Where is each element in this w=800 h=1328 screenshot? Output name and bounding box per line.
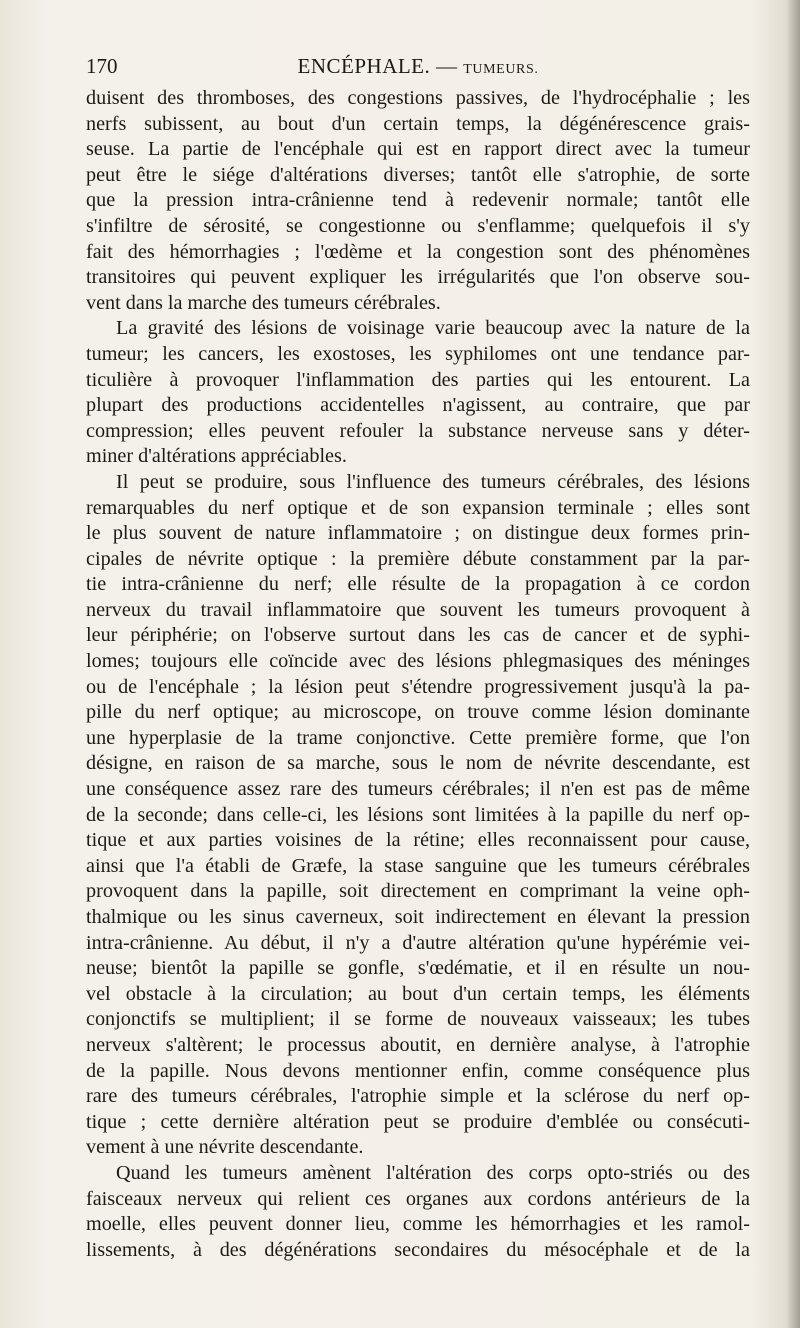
text-line: neuse; bientôt la papille se gonfle, s'œdématie, et il en résulte un nou- <box>86 957 750 980</box>
running-header <box>86 54 750 86</box>
text-line: une hyperplasie de la trame conjonctive. Cette première forme, que l'on <box>86 726 750 749</box>
text-line: tique ; cette dernière altération peut se produire d'emblée ou consécuti- <box>86 1110 750 1133</box>
text-line: leur périphérie; on l'observe surtout dans les cas de cancer et de syphi- <box>86 624 750 647</box>
text-line: désigne, en raison de sa marche, sous le nom de névrite descendante, est <box>86 752 750 775</box>
text-line: faisceaux nerveux qui relient ces organes aux cordons antérieurs de la <box>86 1187 750 1210</box>
text-line: ou de l'encéphale ; la lésion peut s'étendre progressivement jusqu'à la pa- <box>86 675 750 698</box>
running-title-sub: TUMEURS. <box>463 62 539 77</box>
text-line: ticulière à provoquer l'inflammation des parties qui les entourent. La <box>86 368 750 391</box>
text-line: ainsi que l'a établi de Græfe, la stase sanguine que les tumeurs cérébrales <box>86 854 750 877</box>
text-line: thalmique ou les sinus caverneux, soit indirectement en élevant la pression <box>86 906 750 928</box>
text-line: le plus souvent de nature inflammatoire ; on distingue deux formes prin- <box>86 522 750 545</box>
page-edge-shadow <box>786 0 800 1328</box>
text-line: de la seconde; dans celle-ci, les lésions sont limitées à la papille du nerf op- <box>86 803 750 826</box>
text-line: que la pression intra-crânienne tend à redevenir normale; tantôt elle <box>86 189 750 212</box>
text-line: vel obstacle à la circulation; au bout d'un certain temps, les éléments <box>86 982 750 1005</box>
text-line: de la papille. Nous devons mentionner enfin, comme conséquence plus <box>86 1059 750 1082</box>
text-line: une conséquence assez rare des tumeurs cérébrales; il n'en est pas de même <box>86 778 750 801</box>
text-line: rare des tumeurs cérébrales, l'atrophie simple et la sclérose du nerf op- <box>86 1085 750 1108</box>
text-line: cipales de névrite optique : la première débute constamment par la par- <box>86 547 750 570</box>
text-line: miner d'altérations appréciables. <box>86 445 347 468</box>
text-line: intra-crânienne. Au début, il n'y a d'autre altération qu'une hypérémie vei- <box>86 931 750 954</box>
text-line: nerveux s'altèrent; le processus aboutit, en dernière analyse, à l'atrophie <box>86 1033 750 1056</box>
text-line: transitoires qui peuvent expliquer les irrégularités que l'on observe sou- <box>86 266 750 289</box>
text-line: conjonctifs se multiplient; il se forme de nouveaux vaisseaux; les tubes <box>86 1008 750 1031</box>
paragraph-start-line: La gravité des lésions de voisinage varie beaucoup avec la nature de la <box>116 317 750 340</box>
text-line: moelle, elles peuvent donner lieu, comme les hémorrhagies et les ramol- <box>86 1213 750 1236</box>
text-line: fait des hémorrhagies ; l'œdème et la congestion sont des phénomènes <box>86 240 750 263</box>
body-text <box>86 86 750 1263</box>
text-line: compression; elles peuvent refouler la substance nerveuse sans y déter- <box>86 419 750 442</box>
running-title-dash: — <box>430 54 464 78</box>
text-line: pille du nerf optique; au microscope, on trouve comme lésion dominante <box>86 701 750 724</box>
running-title-main: ENCÉPHALE. <box>297 54 431 78</box>
text-line: tie intra-crânienne du nerf; elle résulte de la propagation à ce cordon <box>86 573 750 596</box>
text-line: seuse. La partie de l'encéphale qui est en rapport direct avec la tumeur <box>86 138 750 161</box>
page-number: 170 <box>86 54 118 78</box>
paragraph-start-line: Quand les tumeurs amènent l'altération des corps opto-striés ou des <box>116 1161 750 1184</box>
text-line: nerveux du travail inflammatoire que souvent les tumeurs provoquent à <box>86 598 750 621</box>
text-line: tumeur; les cancers, les exostoses, les syphilomes ont une tendance par- <box>86 342 750 365</box>
text-line: nerfs subissent, au bout d'un certain temps, la dégénérescence grais- <box>86 112 750 135</box>
text-line: lomes; toujours elle coïncide avec des lésions phlegmasiques des méninges <box>86 650 750 673</box>
text-line: s'infiltre de sérosité, se congestionne ou s'enflamme; quelquefois il s'y <box>86 214 750 237</box>
text-line: vement à une névrite descendante. <box>86 1136 364 1159</box>
text-line: peut être le siége d'altérations diverses; tantôt elle s'atrophie, de sorte <box>86 163 750 186</box>
text-line: remarquables du nerf optique et de son expansion terminale ; elles sont <box>86 496 750 519</box>
paragraph-start-line: Il peut se produire, sous l'influence des tumeurs cérébrales, des lésions <box>116 470 750 493</box>
text-line: tique et aux parties voisines de la rétine; elles reconnaissent pour cause, <box>86 829 750 852</box>
text-line: duisent des thromboses, des congestions passives, de l'hydrocéphalie ; les <box>86 87 750 109</box>
text-line: lissements, à des dégénérations secondaires du mésocéphale et de la <box>86 1238 750 1261</box>
running-title <box>86 54 750 79</box>
text-line: plupart des productions accidentelles n'agissent, au contraire, que par <box>86 394 750 417</box>
text-line: vent dans la marche des tumeurs cérébrales. <box>86 291 441 314</box>
text-line: provoquent dans la papille, soit directement en comprimant la veine oph- <box>86 880 750 903</box>
